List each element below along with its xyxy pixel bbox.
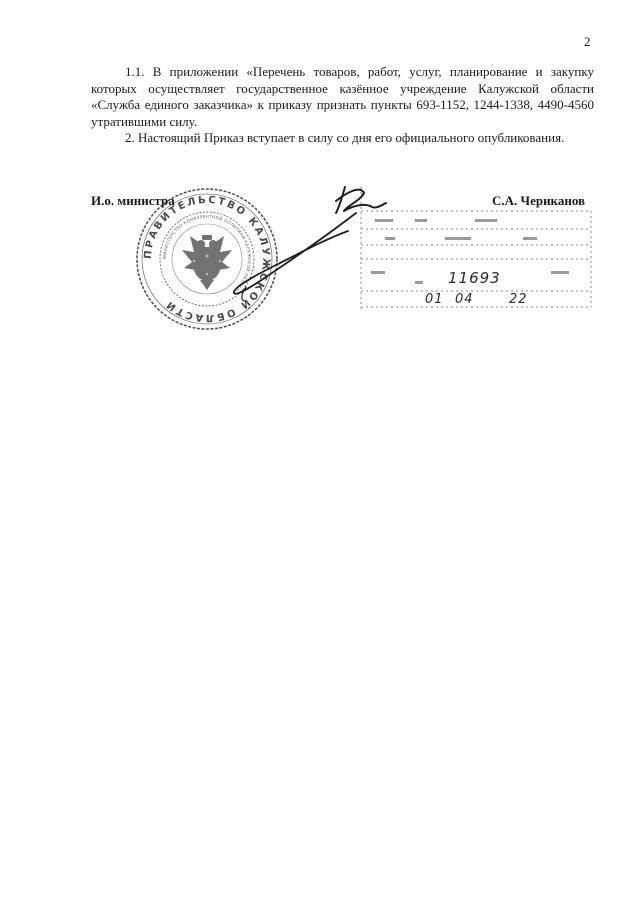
- signatory-name: С.А. Чериканов: [492, 193, 586, 208]
- registration-number: 11693: [448, 269, 501, 287]
- handwritten-signature: [150, 175, 400, 315]
- registration-day: 01: [425, 292, 444, 307]
- registration-year: 22: [509, 292, 528, 307]
- signatory-position: И.о. министра: [91, 193, 175, 208]
- registration-month: 04: [455, 292, 474, 307]
- paragraph-1-1: 1.1. В приложении «Перечень товаров, работ, услуг, планирование и закупку которых осуществляет государственное казённое учреждение Калужской области «Служба единого заказчика» к приказу признать пункты 693-1152, 1244-1338, 4490-4560 утратившими силу.: [91, 64, 594, 129]
- page-number: 2: [584, 34, 591, 49]
- svg-text:МИНИСТЕРСТВО КОНКУРЕНТНОЙ ПОЛИ: МИНИСТЕРСТВО КОНКУРЕНТНОЙ ПОЛИТИКИ КАЛУЖСКОЙ ОБЛАСТИ: [161, 213, 253, 295]
- seal-ring-text: ПРАВИТЕЛЬСТВО КАЛУЖСКОЙ ОБЛАСТИ: [142, 194, 272, 324]
- document-body: [91, 64, 594, 147]
- paragraph-2: 2. Настоящий Приказ вступает в силу со дня его официального опубликования.: [125, 130, 565, 145]
